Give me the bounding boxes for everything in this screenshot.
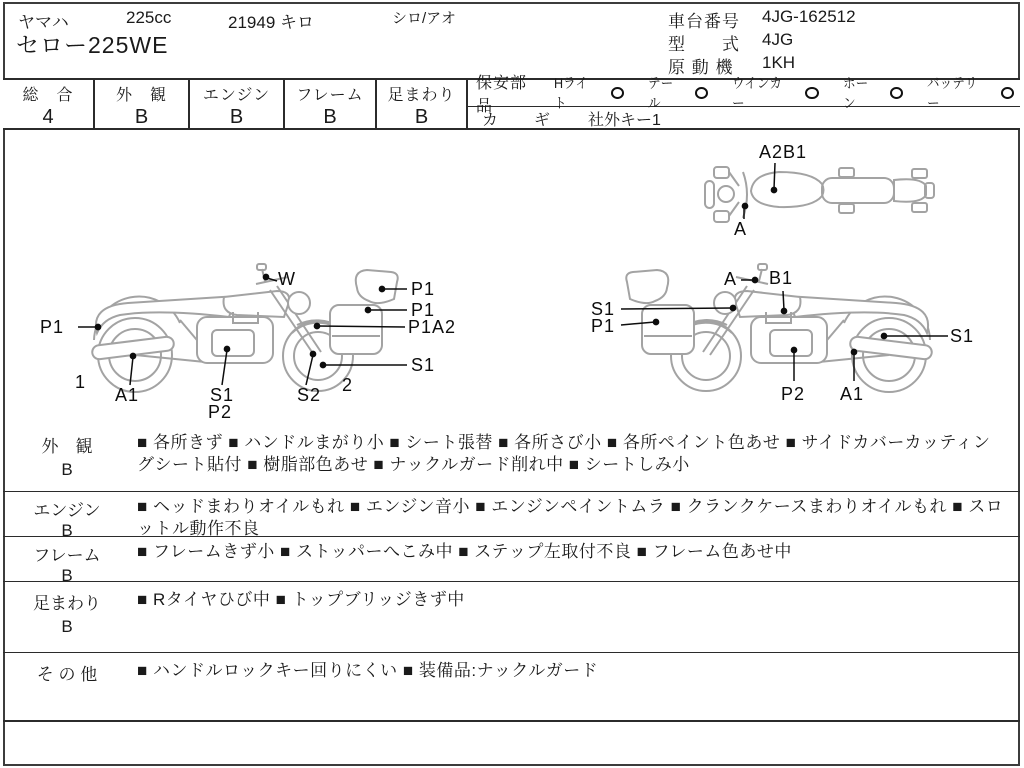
condition-label-col bbox=[3, 537, 131, 585]
grade-value: B bbox=[134, 106, 149, 128]
condition-grade: B bbox=[61, 460, 73, 479]
pass-circle-icon bbox=[890, 87, 903, 99]
condition-label: 足まわり bbox=[33, 594, 101, 613]
grade-cell-frame bbox=[285, 80, 377, 128]
damage-code: P1 bbox=[40, 317, 65, 337]
condition-grade: B bbox=[61, 617, 73, 636]
damage-code: P1 bbox=[591, 316, 616, 336]
condition-label: そ の 他 bbox=[36, 665, 98, 684]
vehicle-diagram bbox=[3, 130, 1020, 425]
condition-label-col bbox=[3, 492, 131, 540]
pass-circle-icon bbox=[611, 87, 624, 99]
damage-code: S1 bbox=[591, 299, 616, 319]
safety-parts-block bbox=[468, 75, 1020, 129]
damage-code: S1 bbox=[411, 355, 436, 375]
condition-text: ■ 各所きず ■ ハンドルまがり小 ■ シート張替 ■ 各所さび小 ■ 各所ペイント色あせ ■ サイドカバーカッティングシート貼付 ■ 樹脂部色あせ ■ ナックルガード削れ中 ■ シートしみ小 bbox=[137, 433, 991, 474]
condition-label: エンジン bbox=[33, 501, 101, 520]
safety-item-label: Hライト bbox=[554, 75, 589, 111]
grade-label: 外 観 bbox=[115, 87, 167, 104]
grade-table bbox=[3, 75, 1020, 130]
maker-name: ヤマハ bbox=[18, 13, 69, 32]
grade-cell-engine bbox=[190, 80, 285, 128]
damage-code: A bbox=[724, 269, 738, 289]
grade-label: 総 合 bbox=[22, 87, 74, 104]
pass-circle-icon bbox=[1001, 87, 1014, 99]
model-code-label: 型 式 bbox=[668, 35, 740, 54]
condition-row-exterior bbox=[3, 425, 1020, 491]
condition-label-col bbox=[3, 582, 131, 652]
model-code: 4JG bbox=[762, 30, 794, 49]
grade-value: B bbox=[229, 106, 244, 128]
damage-code: A2B1 bbox=[759, 142, 808, 162]
chassis-number-label: 車台番号 bbox=[668, 12, 740, 31]
grade-value: B bbox=[323, 106, 337, 128]
safety-item-label: ウインカー bbox=[732, 75, 783, 111]
grade-value: B bbox=[414, 106, 429, 128]
condition-grade: B bbox=[61, 566, 73, 585]
damage-code: P2 bbox=[781, 384, 806, 404]
key-value: 社外キー1 bbox=[588, 112, 661, 129]
damage-code: A1 bbox=[840, 384, 865, 404]
damage-code: S1 bbox=[950, 326, 975, 346]
damage-code: W bbox=[278, 269, 296, 289]
grade-cell-exterior bbox=[95, 80, 190, 128]
condition-text: ■ ヘッドまわりオイルもれ ■ エンジン音小 ■ エンジンペイントムラ ■ クランクケースまわりオイルもれ ■ スロットル動作不良 bbox=[137, 497, 1004, 538]
condition-grade: B bbox=[61, 521, 73, 540]
safety-item-label: テール bbox=[647, 75, 674, 111]
condition-row-undercarriage bbox=[3, 581, 1020, 652]
grade-label: 足まわり bbox=[387, 87, 456, 104]
wheel-number: 1 bbox=[75, 372, 87, 392]
condition-row-frame bbox=[3, 536, 1020, 585]
condition-label-col bbox=[3, 653, 131, 720]
damage-code: S2 bbox=[297, 385, 322, 405]
damage-code: A1 bbox=[115, 385, 140, 405]
key-label: カ ギ bbox=[482, 112, 561, 129]
engine-code-label: 原 動 機 bbox=[668, 58, 734, 77]
condition-text: ■ ハンドルロックキー回りにくい ■ 装備品:ナックルガード bbox=[137, 661, 599, 680]
body-color: シロ/アオ bbox=[392, 10, 457, 27]
damage-code: P1A2 bbox=[408, 317, 457, 337]
wheel-number: 2 bbox=[342, 375, 354, 395]
chassis-number: 4JG-162512 bbox=[762, 7, 856, 26]
safety-item-label: バッテリー bbox=[927, 75, 978, 111]
safety-parts-title: 保安部品 bbox=[476, 75, 528, 115]
motorcycle-right-side-view-art bbox=[91, 264, 397, 392]
condition-text: ■ フレームきず小 ■ ストッパーへこみ中 ■ ステップ左取付不良 ■ フレーム色あせ中 bbox=[137, 542, 792, 561]
pass-circle-icon bbox=[695, 87, 708, 99]
engine-code: 1KH bbox=[762, 53, 796, 72]
damage-code: B1 bbox=[769, 268, 794, 288]
damage-code: P1 bbox=[411, 300, 436, 320]
condition-table bbox=[3, 425, 1020, 766]
model-name: セロー225WE bbox=[16, 32, 169, 58]
damage-code: P1 bbox=[411, 279, 436, 299]
empty-row bbox=[3, 720, 1020, 766]
safety-parts-row bbox=[468, 75, 1020, 115]
damage-code: A bbox=[734, 219, 748, 239]
condition-label-col bbox=[3, 425, 131, 491]
condition-label: 外 観 bbox=[41, 437, 93, 456]
grade-cell-overall bbox=[3, 80, 95, 128]
damage-code: P2 bbox=[208, 402, 233, 422]
grade-label: エンジン bbox=[202, 87, 271, 104]
condition-text: ■ Rタイヤひび中 ■ トップブリッジきず中 bbox=[137, 590, 465, 609]
grade-label: フレーム bbox=[296, 87, 364, 104]
condition-label: フレーム bbox=[33, 546, 101, 565]
damage-code: S1 bbox=[210, 385, 235, 405]
motorcycle-top-view-art bbox=[705, 167, 934, 222]
grade-cell-undercarriage bbox=[377, 80, 468, 128]
grade-value: 4 bbox=[42, 106, 54, 128]
condition-row-engine bbox=[3, 491, 1020, 540]
pass-circle-icon bbox=[805, 87, 818, 99]
condition-row-other bbox=[3, 652, 1020, 720]
safety-item-label: ホーン bbox=[842, 75, 868, 111]
mileage: 21949 キロ bbox=[228, 13, 314, 32]
displacement: 225cc bbox=[126, 8, 172, 27]
